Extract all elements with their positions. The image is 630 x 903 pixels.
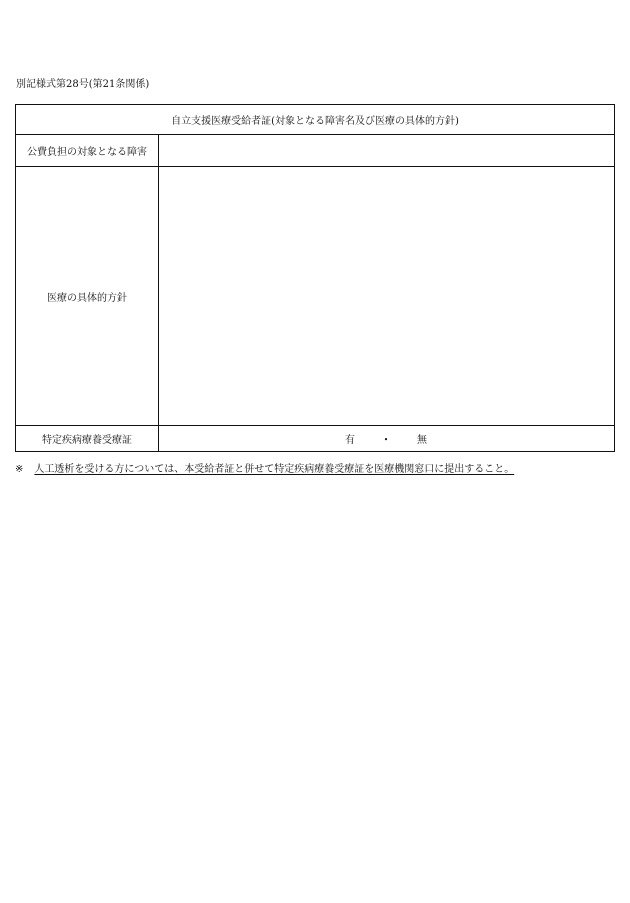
- certificate-option-yes: 有: [345, 435, 355, 446]
- table-row-disability: [16, 135, 614, 167]
- dialysis-note: [15, 464, 514, 476]
- policy-label: 医療の具体的方針: [16, 167, 159, 425]
- certificate-table: [15, 104, 615, 452]
- table-row-policy: [16, 167, 614, 426]
- certificate-value: [158, 426, 614, 451]
- note-mark: ※: [15, 464, 24, 475]
- note-text: 人工透析を受ける方については、本受給者証と併せて特定疾病療養受療証を医療機関窓口に提出すること。: [34, 464, 515, 475]
- table-row-certificate: [16, 426, 614, 451]
- disability-label: 公費負担の対象となる障害: [16, 135, 159, 166]
- policy-value: [158, 167, 614, 425]
- disability-value: [158, 135, 614, 166]
- form-number: 別記様式第28号(第21条関係): [16, 79, 150, 90]
- certificate-option-separator: ・: [381, 435, 391, 446]
- table-title: 自立支援医療受給者証(対象となる障害名及び医療の具体的方針): [16, 105, 614, 135]
- certificate-label: 特定疾病療養受療証: [16, 426, 159, 451]
- certificate-option-no: 無: [417, 435, 427, 446]
